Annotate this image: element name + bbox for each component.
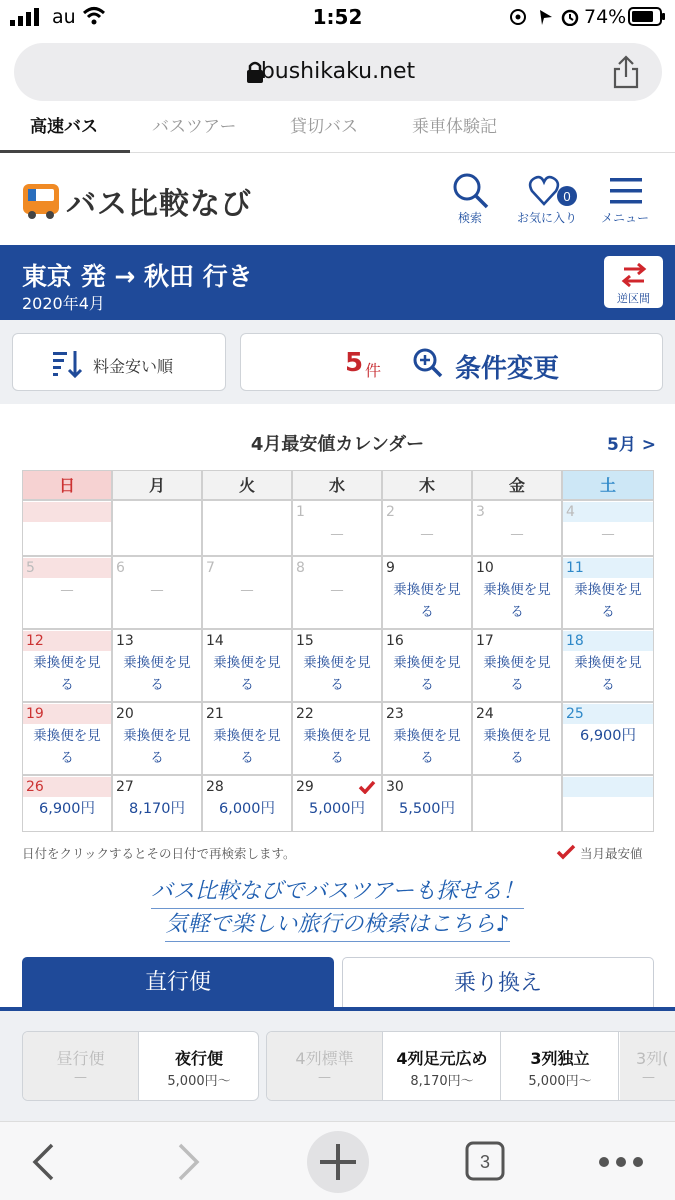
option-price: — (74, 1070, 87, 1085)
tab-direct-bus[interactable]: 直行便 (22, 957, 334, 1009)
option-name: 3列( (636, 1049, 669, 1068)
search-icon[interactable] (452, 172, 490, 210)
day-number (116, 502, 201, 522)
sort-button[interactable] (12, 333, 226, 391)
no-service-dash: — (60, 582, 74, 598)
option-name: 4列標準 (295, 1049, 354, 1068)
no-service-dash: — (150, 582, 164, 598)
calendar-blank-cell (562, 775, 654, 832)
transfer-link[interactable]: 乗換便を見る (574, 655, 642, 693)
battery-percent: 74% (584, 6, 627, 28)
transfer-link[interactable]: 乗換便を見る (393, 582, 461, 620)
route-bar (0, 245, 675, 320)
calendar-day-3[interactable] (472, 500, 562, 556)
day-number: 15 (296, 633, 314, 649)
calendar-day-29[interactable] (292, 775, 382, 832)
weekday-header: 日 (22, 470, 112, 500)
calendar-day-22[interactable] (292, 702, 382, 775)
day-number: 12 (23, 631, 111, 651)
weekday-header: 水 (292, 470, 382, 500)
day-price[interactable]: 5,000円 (308, 801, 365, 817)
calendar-blank-cell (112, 500, 202, 556)
day-price[interactable]: 6,900円 (38, 801, 95, 817)
day-number: 3 (476, 504, 485, 520)
option-name: 3列独立 (530, 1049, 590, 1068)
address-bar[interactable] (14, 43, 662, 101)
calendar-title: 4月最安値カレンダー (250, 434, 425, 455)
time-options (22, 1031, 259, 1101)
option-name: 4列足元広め (396, 1049, 488, 1068)
day-number: 22 (296, 706, 314, 722)
calendar-day-10[interactable] (472, 556, 562, 629)
calendar-day-6[interactable] (112, 556, 202, 629)
calendar-day-27[interactable] (112, 775, 202, 832)
swap-arrows-icon (620, 262, 648, 288)
transfer-link[interactable]: 乗換便を見る (574, 582, 642, 620)
option-name: 夜行便 (174, 1049, 223, 1068)
banner-line-2[interactable]: 気軽で楽しい旅行の検索はこちら♪ (165, 909, 509, 942)
heart-icon[interactable] (528, 174, 582, 212)
calendar-day-25[interactable] (562, 702, 654, 775)
menu-icon[interactable] (610, 178, 642, 204)
calendar-day-28[interactable] (202, 775, 292, 832)
sort-label: 料金安い順 (93, 357, 174, 376)
calendar-day-7[interactable] (202, 556, 292, 629)
carrier-name: au (52, 6, 76, 28)
tab-highway-bus[interactable]: 高速バス (30, 117, 98, 137)
option-name: 昼行便 (56, 1049, 105, 1068)
calendar-blank-cell (22, 500, 112, 556)
day-price[interactable]: 6,900円 (579, 728, 636, 744)
calendar-note: 日付をクリックするとその日付で再検索します。 (22, 846, 296, 861)
reverse-route-button[interactable] (604, 256, 663, 308)
option-daytime[interactable] (23, 1032, 139, 1100)
transfer-link[interactable]: 乗換便を見る (213, 655, 281, 693)
next-month-link[interactable]: 5月 > (607, 435, 656, 455)
option-price: — (642, 1070, 655, 1085)
transfer-link[interactable]: 乗換便を見る (393, 655, 461, 693)
calendar-day-19[interactable] (22, 702, 112, 775)
no-service-dash: — (330, 526, 344, 542)
day-number: 18 (563, 631, 653, 651)
site-logo[interactable]: バス比較なび (66, 187, 252, 222)
weekday-header: 金 (472, 470, 562, 500)
day-number: 7 (206, 560, 215, 576)
url-text: bushikaku.net (260, 59, 416, 84)
tab-transfer[interactable]: 乗り換え (342, 957, 654, 1009)
calendar-day-8[interactable] (292, 556, 382, 629)
favorites-count: 0 (563, 189, 571, 204)
day-number: 25 (563, 704, 653, 724)
calendar-day-18[interactable] (562, 629, 654, 702)
reverse-route-label: 逆区間 (617, 292, 650, 305)
day-number: 24 (476, 706, 494, 722)
day-number: 1 (296, 504, 305, 520)
transfer-link[interactable]: 乗換便を見る (303, 728, 371, 766)
tab-bus-tour[interactable]: バスツアー (152, 117, 237, 137)
calendar-day-2[interactable] (382, 500, 472, 556)
day-number: 17 (476, 633, 494, 649)
option-price: 5,000円〜 (528, 1074, 592, 1089)
option-4-wide[interactable] (384, 1032, 501, 1100)
battery-icon (628, 7, 666, 27)
option-4-standard[interactable] (267, 1032, 383, 1100)
transfer-link[interactable]: 乗換便を見る (483, 728, 551, 766)
transfer-link[interactable]: 乗換便を見る (33, 655, 101, 693)
checkmark-icon (556, 844, 576, 860)
bus-tour-banner[interactable] (0, 876, 675, 942)
calendar-day-4[interactable] (562, 500, 654, 556)
calendar-day-12[interactable] (22, 629, 112, 702)
weekday-header: 土 (562, 470, 654, 500)
menu-label[interactable]: メニュー (600, 211, 649, 225)
route-title: 東京 発 → 秋田 行き (22, 262, 253, 291)
day-number: 27 (116, 779, 134, 795)
forward-icon[interactable] (176, 1142, 202, 1182)
share-icon[interactable] (612, 55, 640, 89)
status-bar (0, 0, 675, 34)
option-price: — (318, 1070, 331, 1085)
day-number: 30 (386, 779, 404, 795)
day-number: 23 (386, 706, 404, 722)
calendar-day-15[interactable] (292, 629, 382, 702)
transfer-link[interactable]: 乗換便を見る (393, 728, 461, 766)
no-service-dash: — (330, 582, 344, 598)
option-night[interactable] (140, 1032, 258, 1100)
calendar-day-13[interactable] (112, 629, 202, 702)
day-number: 6 (116, 560, 125, 576)
zoom-plus-icon (413, 348, 443, 378)
day-number (206, 502, 291, 522)
route-month: 2020年4月 (22, 294, 105, 313)
transfer-link[interactable]: 乗換便を見る (213, 728, 281, 766)
change-conditions-label: 条件変更 (455, 354, 560, 384)
calendar-day-11[interactable] (562, 556, 654, 629)
option-price: 5,000円〜 (167, 1074, 231, 1089)
day-number: 5 (23, 558, 111, 578)
calendar-day-16[interactable] (382, 629, 472, 702)
calendar-blank-cell (472, 775, 562, 832)
cheapest-legend: 当月最安値 (580, 846, 643, 861)
status-icons (510, 8, 582, 26)
cheapest-check-icon (358, 780, 376, 794)
day-number: 20 (116, 706, 134, 722)
seat-options (266, 1031, 675, 1101)
day-price[interactable]: 8,170円 (128, 801, 185, 817)
transfer-link[interactable]: 乗換便を見る (483, 655, 551, 693)
option-3-independent[interactable] (502, 1032, 619, 1100)
transfer-link[interactable]: 乗換便を見る (303, 655, 371, 693)
no-service-dash: — (601, 526, 615, 542)
day-number: 10 (476, 560, 494, 576)
weekday-header: 火 (202, 470, 292, 500)
change-conditions-button[interactable] (240, 333, 663, 391)
favorites-label[interactable]: お気に入り (516, 211, 577, 225)
tab-count: 3 (479, 1152, 491, 1172)
day-number: 19 (23, 704, 111, 724)
option-price: 8,170円〜 (410, 1074, 474, 1089)
bus-logo-icon[interactable] (20, 180, 62, 220)
day-price[interactable]: 6,000円 (218, 801, 275, 817)
result-count-unit: 件 (365, 361, 382, 380)
banner-line-1[interactable]: バス比較なびでバスツアーも探せる！ (151, 876, 524, 909)
day-number: 2 (386, 504, 395, 520)
day-number: 16 (386, 633, 404, 649)
day-number: 29 (296, 779, 314, 795)
calendar-day-14[interactable] (202, 629, 292, 702)
tab-ride-report[interactable]: 乗車体験記 (412, 117, 497, 137)
day-number (563, 777, 653, 797)
day-price[interactable]: 5,500円 (398, 801, 455, 817)
calendar-day-20[interactable] (112, 702, 202, 775)
day-number: 21 (206, 706, 224, 722)
weekday-header: 月 (112, 470, 202, 500)
day-number: 28 (206, 779, 224, 795)
transfer-link[interactable]: 乗換便を見る (483, 582, 551, 620)
day-number (476, 777, 561, 797)
calendar-day-1[interactable] (292, 500, 382, 556)
transfer-link[interactable]: 乗換便を見る (33, 728, 101, 766)
calendar-day-23[interactable] (382, 702, 472, 775)
day-number (23, 502, 111, 522)
no-service-dash: — (240, 582, 254, 598)
day-number: 13 (116, 633, 134, 649)
calendar-day-30[interactable] (382, 775, 472, 832)
more-icon[interactable] (598, 1156, 644, 1168)
result-count: 5 (345, 348, 364, 378)
calendar-day-5[interactable] (22, 556, 112, 629)
day-number: 26 (23, 777, 111, 797)
back-icon[interactable] (30, 1142, 56, 1182)
sort-icon (53, 350, 83, 378)
option-3-other[interactable] (620, 1032, 675, 1100)
calendar-day-26[interactable] (22, 775, 112, 832)
calendar-day-9[interactable] (382, 556, 472, 629)
no-service-dash: — (420, 526, 434, 542)
tabs-icon[interactable] (464, 1140, 506, 1182)
transfer-link[interactable]: 乗換便を見る (123, 728, 191, 766)
browser-toolbar (0, 1121, 675, 1200)
no-service-dash: — (510, 526, 524, 542)
transfer-link[interactable]: 乗換便を見る (123, 655, 191, 693)
active-tab-indicator (0, 150, 130, 153)
calendar-day-21[interactable] (202, 702, 292, 775)
day-number: 11 (563, 558, 653, 578)
day-number: 4 (563, 502, 653, 522)
day-number: 9 (386, 560, 395, 576)
calendar-blank-cell (202, 500, 292, 556)
tab-charter-bus[interactable]: 貸切バス (290, 117, 358, 137)
clock: 1:52 (312, 5, 363, 29)
search-label[interactable]: 検索 (457, 211, 482, 225)
day-number: 14 (206, 633, 224, 649)
calendar-day-24[interactable] (472, 702, 562, 775)
new-tab-icon[interactable] (306, 1130, 370, 1194)
weekday-header: 木 (382, 470, 472, 500)
calendar-day-17[interactable] (472, 629, 562, 702)
day-number: 8 (296, 560, 305, 576)
